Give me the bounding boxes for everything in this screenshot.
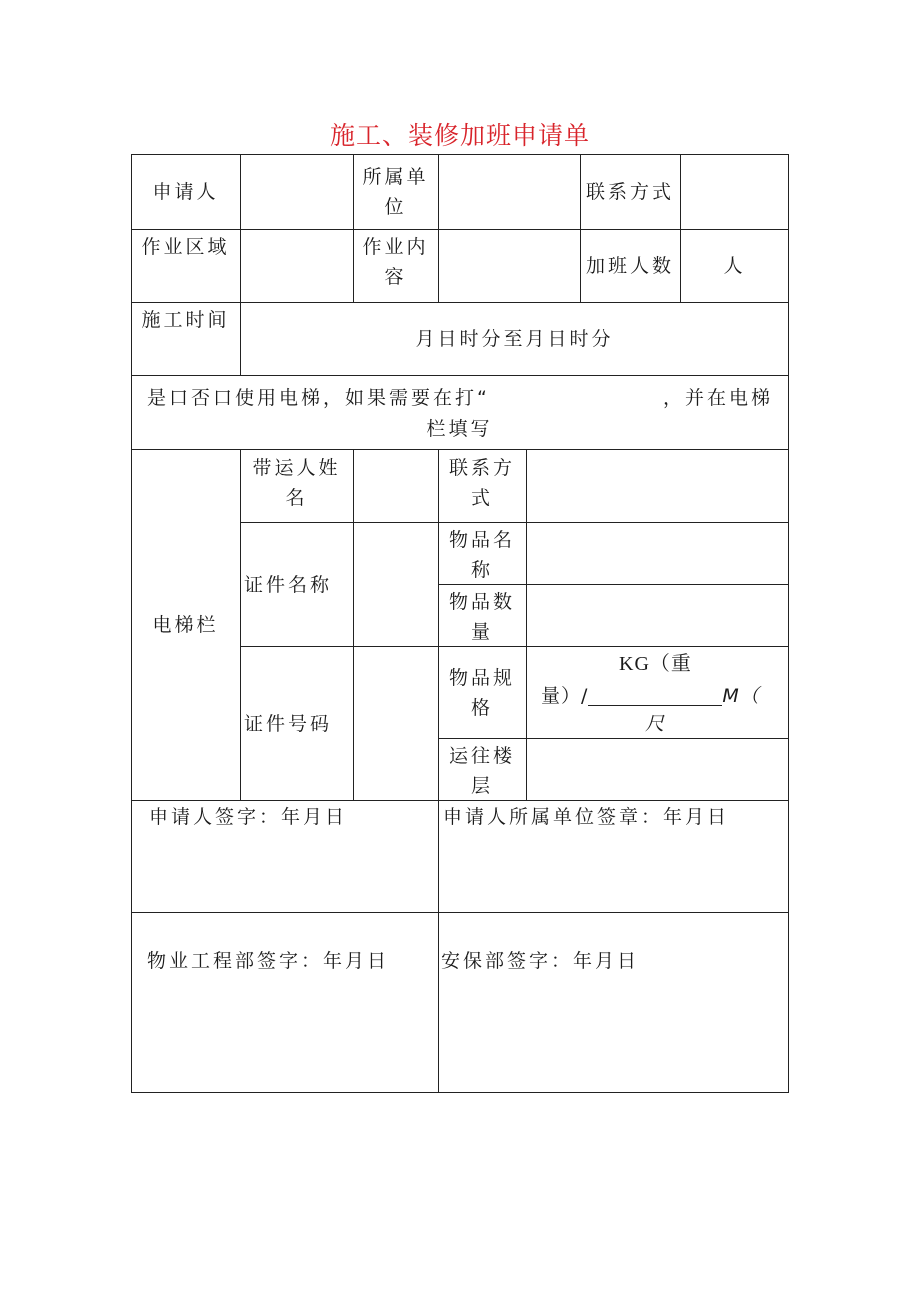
unit-sign[interactable]: 申请人所属单位签章：年月日 — [443, 806, 730, 828]
form-title: 施工、装修加班申请单 — [329, 121, 590, 150]
unit-label: 所属单位 — [362, 165, 429, 218]
id-number-field[interactable] — [354, 647, 438, 800]
engineering-sign[interactable]: 物业工程部签字：年月日 — [147, 950, 390, 972]
elevator-notice — [131, 376, 788, 449]
id-name-field[interactable] — [354, 523, 438, 646]
spec-size-input[interactable] — [588, 687, 722, 706]
security-sign[interactable]: 安保部签字：年月日 — [441, 950, 640, 972]
spec-m: M（ — [722, 685, 760, 707]
applicant-field[interactable] — [241, 155, 353, 229]
elevator-notice-line2: 栏填写 — [426, 418, 493, 440]
item-name-field[interactable] — [527, 523, 788, 584]
carrier-name-field[interactable] — [354, 450, 438, 522]
elevator-notice-line1-right: ，并在电梯 — [663, 387, 774, 409]
count-unit: 人 — [723, 255, 746, 277]
area-field[interactable] — [241, 230, 353, 302]
item-name-label: 物品名称 — [448, 529, 515, 581]
applicant-label: 申请人 — [152, 180, 219, 203]
item-qty-field[interactable] — [527, 585, 788, 646]
item-qty-label: 物品数量 — [448, 591, 515, 643]
contact-field[interactable] — [681, 155, 788, 229]
item-spec-field[interactable] — [527, 647, 788, 738]
count-label: 加班人数 — [585, 255, 674, 277]
spec-weight: 量）/ — [541, 685, 589, 707]
item-spec-label: 物品规格 — [448, 666, 515, 719]
content-field[interactable] — [439, 230, 580, 302]
carrier-contact-label: 联系方式 — [448, 457, 515, 509]
time-label: 施工时间 — [141, 309, 230, 331]
count-field[interactable] — [681, 230, 788, 302]
elevator-notice-line1-left: 是口否口使用电梯，如果需要在打“ — [147, 387, 490, 409]
floor-label: 运往楼层 — [448, 745, 515, 797]
unit-field[interactable] — [439, 155, 580, 229]
spec-weight-line — [541, 681, 760, 711]
carrier-contact-field[interactable] — [527, 450, 788, 522]
carrier-name-label: 带运人姓名 — [252, 457, 341, 509]
spec-kg: KG（重 — [619, 653, 692, 675]
id-number-label: 证件号码 — [244, 712, 333, 735]
content-label: 作业内容 — [362, 236, 429, 288]
floor-field[interactable] — [527, 739, 788, 800]
area-label: 作业区域 — [141, 236, 230, 258]
elevator-section-label: 电梯栏 — [152, 614, 219, 636]
contact-label: 联系方式 — [585, 180, 674, 203]
applicant-sign[interactable]: 申请人签字：年月日 — [149, 806, 348, 828]
id-name-label: 证件名称 — [244, 573, 333, 596]
spec-size: 尺 — [645, 713, 666, 735]
time-field[interactable]: 月日时分至月日时分 — [415, 328, 614, 350]
